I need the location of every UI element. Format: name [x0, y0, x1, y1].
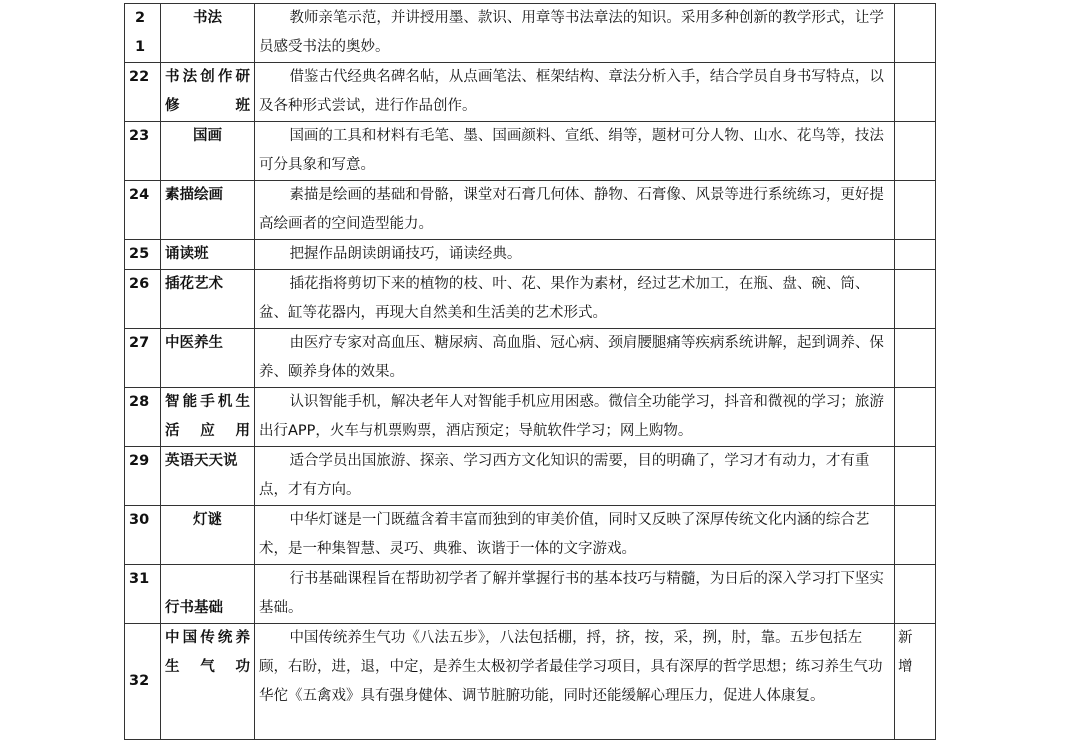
course-name: 书法 — [161, 4, 255, 63]
course-description: 素描是绘画的基础和骨骼，课堂对石膏几何体、静物、石膏像、风景等进行系统练习，更好提高绘画者的空间造型能力。 — [255, 181, 895, 240]
table-row — [125, 270, 936, 329]
row-number: 26 — [125, 270, 161, 329]
course-description: 中华灯谜是一门既蕴含着丰富而独到的审美价值，同时又反映了深厚传统文化内涵的综合艺术，是一种集智慧、灵巧、典雅、诙谐于一体的文字游戏。 — [255, 506, 895, 565]
table-row — [125, 329, 936, 388]
row-number: 24 — [125, 181, 161, 240]
course-description: 插花指将剪切下来的植物的枝、叶、花、果作为素材，经过艺术加工，在瓶、盘、碗、筒、盆、缸等花器内，再现大自然美和生活美的艺术形式。 — [255, 270, 895, 329]
course-description: 由医疗专家对高血压、糖尿病、高血脂、冠心病、颈肩腰腿痛等疾病系统讲解，起到调养、保养、颐养身体的效果。 — [255, 329, 895, 388]
course-description: 把握作品朗读朗诵技巧，诵读经典。 — [255, 240, 895, 270]
table-row — [125, 4, 936, 63]
course-name: 素描绘画 — [161, 181, 255, 240]
row-number: 27 — [125, 329, 161, 388]
course-name: 中医养生 — [161, 329, 255, 388]
table-row — [125, 181, 936, 240]
course-name: 灯谜 — [161, 506, 255, 565]
row-number: 31 — [125, 565, 161, 624]
row-note — [895, 388, 936, 447]
table-row — [125, 388, 936, 447]
course-name: 中国传统养生气功 — [161, 624, 255, 740]
row-note — [895, 63, 936, 122]
course-description: 借鉴古代经典名碑名帖，从点画笔法、框架结构、章法分析入手，结合学员自身书写特点，以及各种形式尝试，进行作品创作。 — [255, 63, 895, 122]
row-number: 28 — [125, 388, 161, 447]
row-note — [895, 181, 936, 240]
row-note — [895, 4, 936, 63]
row-number: 23 — [125, 122, 161, 181]
row-number: 32 — [125, 624, 161, 740]
row-note — [895, 122, 936, 181]
row-number: 25 — [125, 240, 161, 270]
row-note — [895, 270, 936, 329]
course-description: 适合学员出国旅游、探亲、学习西方文化知识的需要，目的明确了，学习才有动力，才有重点，才有方向。 — [255, 447, 895, 506]
course-name: 诵读班 — [161, 240, 255, 270]
course-description: 国画的工具和材料有毛笔、墨、国画颜料、宣纸、绢等，题材可分人物、山水、花鸟等，技法可分具象和写意。 — [255, 122, 895, 181]
course-name: 书法创作研修班 — [161, 63, 255, 122]
course-name: 行书基础 — [161, 565, 255, 624]
row-number: 30 — [125, 506, 161, 565]
row-note — [895, 565, 936, 624]
course-description: 中国传统养生气功《八法五步》，八法包括棚，捋，挤，按，采，挒，肘，靠。五步包括左顾，右盼，进，退，中定，是养生太极初学者最佳学习项目，具有深厚的哲学思想；练习养生气功华佗《五禽戏》具有强身健体、调节脏腑功能，同时还能缓解心理压力，促进人体康复。 — [255, 624, 895, 740]
table-row — [125, 447, 936, 506]
row-number: 29 — [125, 447, 161, 506]
table-row — [125, 624, 936, 740]
row-note — [895, 447, 936, 506]
table-row — [125, 240, 936, 270]
course-description: 认识智能手机，解决老年人对智能手机应用困惑。微信全功能学习，抖音和微视的学习；旅游出行APP，火车与机票购票，酒店预定；导航软件学习；网上购物。 — [255, 388, 895, 447]
course-name: 插花艺术 — [161, 270, 255, 329]
table-row — [125, 63, 936, 122]
course-name: 英语天天说 — [161, 447, 255, 506]
table-row — [125, 565, 936, 624]
course-name: 智能手机生活应用 — [161, 388, 255, 447]
course-name: 国画 — [161, 122, 255, 181]
row-note: 新增 — [895, 624, 936, 740]
row-number: 22 — [125, 63, 161, 122]
row-note — [895, 240, 936, 270]
row-number: 21 — [125, 4, 161, 63]
course-table — [124, 3, 936, 740]
row-note — [895, 506, 936, 565]
course-description: 教师亲笔示范，并讲授用墨、款识、用章等书法章法的知识。采用多种创新的教学形式，让学员感受书法的奥妙。 — [255, 4, 895, 63]
course-description: 行书基础课程旨在帮助初学者了解并掌握行书的基本技巧与精髓，为日后的深入学习打下坚实基础。 — [255, 565, 895, 624]
row-note — [895, 329, 936, 388]
table-row — [125, 122, 936, 181]
table-row — [125, 506, 936, 565]
